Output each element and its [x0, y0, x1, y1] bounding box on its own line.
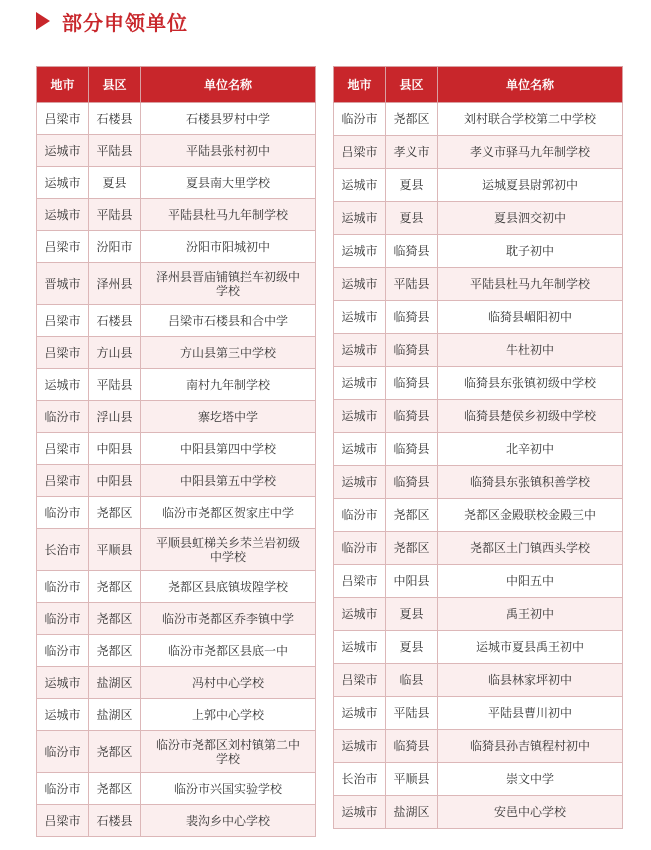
- cell-city: 运城市: [334, 598, 386, 631]
- cell-county: 夏县: [386, 169, 438, 202]
- cell-city: 运城市: [37, 667, 89, 699]
- cell-city: 运城市: [37, 167, 89, 199]
- cell-unit: 夏县南大里学校: [141, 167, 316, 199]
- cell-county: 石楼县: [89, 305, 141, 337]
- cell-county: 盐湖区: [89, 699, 141, 731]
- cell-county: 夏县: [89, 167, 141, 199]
- cell-unit: 崇文中学: [438, 763, 623, 796]
- table-row: [37, 773, 316, 805]
- cell-city: 吕梁市: [37, 805, 89, 837]
- triangle-bullet-icon: [36, 12, 50, 30]
- cell-city: 吕梁市: [37, 305, 89, 337]
- cell-city: 运城市: [334, 730, 386, 763]
- cell-county: 尧都区: [89, 731, 141, 773]
- cell-unit: 尧都区县底镇坺隍学校: [141, 571, 316, 603]
- cell-county: 平顺县: [386, 763, 438, 796]
- cell-city: 吕梁市: [37, 103, 89, 135]
- cell-unit: 石楼县罗村中学: [141, 103, 316, 135]
- cell-city: 临汾市: [37, 731, 89, 773]
- table-row: [334, 532, 623, 565]
- cell-city: 吕梁市: [334, 664, 386, 697]
- table-row: [334, 136, 623, 169]
- cell-county: 尧都区: [89, 497, 141, 529]
- cell-county: 夏县: [386, 631, 438, 664]
- cell-unit: 平陆县张村初中: [141, 135, 316, 167]
- cell-county: 平顺县: [89, 529, 141, 571]
- table-row: [334, 730, 623, 763]
- cell-county: 石楼县: [89, 805, 141, 837]
- cell-unit: 汾阳市阳城初中: [141, 231, 316, 263]
- cell-unit: 孝义市驿马九年制学校: [438, 136, 623, 169]
- cell-city: 运城市: [37, 135, 89, 167]
- table-row: [37, 433, 316, 465]
- cell-unit: 方山县第三中学校: [141, 337, 316, 369]
- cell-county: 尧都区: [386, 532, 438, 565]
- cell-unit: 冯村中心学校: [141, 667, 316, 699]
- table-row: [334, 235, 623, 268]
- cell-unit: 临汾市尧都区贺家庄中学: [141, 497, 316, 529]
- table-row: [334, 631, 623, 664]
- table-row: [37, 635, 316, 667]
- table-row: [334, 796, 623, 829]
- table-row: [37, 305, 316, 337]
- cell-county: 平陆县: [89, 135, 141, 167]
- cell-county: 浮山县: [89, 401, 141, 433]
- cell-county: 尧都区: [89, 773, 141, 805]
- cell-city: 晋城市: [37, 263, 89, 305]
- table-row: [37, 231, 316, 263]
- cell-county: 盐湖区: [386, 796, 438, 829]
- header-unit: 单位名称: [438, 67, 623, 103]
- cell-city: 运城市: [334, 268, 386, 301]
- left-table: [36, 66, 316, 837]
- right-table-body: [334, 103, 623, 829]
- table-row: [334, 499, 623, 532]
- header-row: [37, 67, 316, 103]
- cell-county: 方山县: [89, 337, 141, 369]
- cell-county: 石楼县: [89, 103, 141, 135]
- cell-unit: 吕梁市石楼县和合中学: [141, 305, 316, 337]
- table-row: [37, 667, 316, 699]
- cell-city: 长治市: [334, 763, 386, 796]
- table-row: [37, 103, 316, 135]
- cell-unit: 平陆县杜马九年制学校: [141, 199, 316, 231]
- cell-unit: 平陆县曹川初中: [438, 697, 623, 730]
- cell-county: 临猗县: [386, 367, 438, 400]
- cell-city: 临汾市: [37, 603, 89, 635]
- cell-city: 临汾市: [37, 635, 89, 667]
- cell-city: 长治市: [37, 529, 89, 571]
- cell-city: 临汾市: [37, 773, 89, 805]
- cell-county: 尧都区: [89, 571, 141, 603]
- cell-county: 临猗县: [386, 334, 438, 367]
- cell-unit: 北辛初中: [438, 433, 623, 466]
- cell-county: 尧都区: [89, 635, 141, 667]
- cell-county: 夏县: [386, 598, 438, 631]
- cell-county: 尧都区: [89, 603, 141, 635]
- cell-city: 吕梁市: [334, 565, 386, 598]
- cell-city: 临汾市: [334, 499, 386, 532]
- cell-city: 运城市: [334, 796, 386, 829]
- table-row: [37, 263, 316, 305]
- cell-county: 中阳县: [89, 465, 141, 497]
- cell-county: 临猗县: [386, 301, 438, 334]
- table-row: [37, 603, 316, 635]
- cell-city: 吕梁市: [37, 433, 89, 465]
- cell-unit: 临猗县东张镇初级中学校: [438, 367, 623, 400]
- right-table: [333, 66, 623, 829]
- cell-unit: 禹王初中: [438, 598, 623, 631]
- cell-county: 尧都区: [386, 103, 438, 136]
- cell-unit: 运城市夏县禹王初中: [438, 631, 623, 664]
- cell-unit: 临猗县东张镇积善学校: [438, 466, 623, 499]
- table-row: [37, 401, 316, 433]
- cell-city: 运城市: [334, 400, 386, 433]
- cell-city: 临汾市: [334, 532, 386, 565]
- cell-unit: 牛杜初中: [438, 334, 623, 367]
- cell-unit: 中阳县第五中学校: [141, 465, 316, 497]
- cell-county: 临猗县: [386, 730, 438, 763]
- cell-unit: 临猗县孙吉镇程村初中: [438, 730, 623, 763]
- table-row: [334, 367, 623, 400]
- header-row: [334, 67, 623, 103]
- cell-county: 临猗县: [386, 466, 438, 499]
- header-city: 地市: [37, 67, 89, 103]
- header-city: 地市: [334, 67, 386, 103]
- cell-city: 运城市: [334, 301, 386, 334]
- table-row: [37, 199, 316, 231]
- cell-city: 运城市: [334, 169, 386, 202]
- table-row: [37, 805, 316, 837]
- header-county: 县区: [386, 67, 438, 103]
- cell-unit: 寨圪塔中学: [141, 401, 316, 433]
- cell-county: 临猗县: [386, 235, 438, 268]
- cell-city: 运城市: [334, 466, 386, 499]
- cell-unit: 刘村联合学校第二中学校: [438, 103, 623, 136]
- cell-county: 临猗县: [386, 433, 438, 466]
- cell-unit: 临猗县嵋阳初中: [438, 301, 623, 334]
- table-row: [37, 699, 316, 731]
- table-row: [334, 763, 623, 796]
- cell-city: 临汾市: [334, 103, 386, 136]
- cell-city: 运城市: [334, 631, 386, 664]
- left-table-body: [37, 103, 316, 837]
- cell-unit: 临汾市尧都区县底一中: [141, 635, 316, 667]
- table-row: [37, 529, 316, 571]
- page-title: 部分申领单位: [62, 10, 188, 35]
- cell-unit: 夏县泗交初中: [438, 202, 623, 235]
- cell-unit: 中阳县第四中学校: [141, 433, 316, 465]
- cell-unit: 南村九年制学校: [141, 369, 316, 401]
- cell-city: 运城市: [334, 433, 386, 466]
- cell-unit: 运城夏县尉郭初中: [438, 169, 623, 202]
- cell-unit: 安邑中心学校: [438, 796, 623, 829]
- cell-city: 运城市: [37, 199, 89, 231]
- cell-city: 运城市: [334, 697, 386, 730]
- section-header: [36, 4, 188, 38]
- cell-city: 运城市: [37, 699, 89, 731]
- cell-county: 夏县: [386, 202, 438, 235]
- table-row: [334, 268, 623, 301]
- cell-county: 孝义市: [386, 136, 438, 169]
- cell-county: 平陆县: [386, 268, 438, 301]
- cell-city: 临汾市: [37, 571, 89, 603]
- cell-city: 吕梁市: [334, 136, 386, 169]
- cell-county: 汾阳市: [89, 231, 141, 263]
- table-row: [37, 167, 316, 199]
- cell-county: 平陆县: [386, 697, 438, 730]
- cell-unit: 临汾市尧都区乔李镇中学: [141, 603, 316, 635]
- table-row: [37, 465, 316, 497]
- cell-county: 盐湖区: [89, 667, 141, 699]
- cell-city: 运城市: [334, 202, 386, 235]
- cell-unit: 泽州县晋庙铺镇拦车初级中学校: [141, 263, 316, 305]
- table-row: [37, 497, 316, 529]
- cell-county: 临猗县: [386, 400, 438, 433]
- cell-unit: 临县林家坪初中: [438, 664, 623, 697]
- cell-unit: 临汾市尧都区刘村镇第二中学校: [141, 731, 316, 773]
- table-row: [334, 103, 623, 136]
- table-row: [334, 697, 623, 730]
- cell-unit: 中阳五中: [438, 565, 623, 598]
- table-row: [37, 571, 316, 603]
- table-row: [37, 135, 316, 167]
- cell-city: 吕梁市: [37, 465, 89, 497]
- cell-unit: 耽子初中: [438, 235, 623, 268]
- cell-unit: 裴沟乡中心学校: [141, 805, 316, 837]
- header-county: 县区: [89, 67, 141, 103]
- table-row: [334, 202, 623, 235]
- cell-unit: 尧都区金殿联校金殿三中: [438, 499, 623, 532]
- table-row: [334, 433, 623, 466]
- table-row: [334, 400, 623, 433]
- cell-county: 泽州县: [89, 263, 141, 305]
- cell-county: 中阳县: [89, 433, 141, 465]
- cell-county: 平陆县: [89, 369, 141, 401]
- cell-county: 临县: [386, 664, 438, 697]
- table-row: [334, 598, 623, 631]
- cell-city: 运城市: [334, 367, 386, 400]
- table-row: [334, 334, 623, 367]
- table-row: [37, 337, 316, 369]
- cell-unit: 平陆县杜马九年制学校: [438, 268, 623, 301]
- table-row: [37, 369, 316, 401]
- cell-city: 吕梁市: [37, 337, 89, 369]
- cell-unit: 临汾市兴国实验学校: [141, 773, 316, 805]
- cell-county: 尧都区: [386, 499, 438, 532]
- table-row: [334, 565, 623, 598]
- table-row: [334, 664, 623, 697]
- table-row: [37, 731, 316, 773]
- cell-city: 运城市: [334, 334, 386, 367]
- cell-unit: 平顺县虹梯关乡芣兰岩初级中学校: [141, 529, 316, 571]
- header-unit: 单位名称: [141, 67, 316, 103]
- cell-unit: 临猗县楚侯乡初级中学校: [438, 400, 623, 433]
- cell-city: 运城市: [37, 369, 89, 401]
- cell-city: 临汾市: [37, 497, 89, 529]
- cell-city: 吕梁市: [37, 231, 89, 263]
- cell-unit: 尧都区土门镇西头学校: [438, 532, 623, 565]
- table-row: [334, 301, 623, 334]
- cell-unit: 上郭中心学校: [141, 699, 316, 731]
- cell-county: 中阳县: [386, 565, 438, 598]
- table-row: [334, 466, 623, 499]
- cell-city: 运城市: [334, 235, 386, 268]
- cell-county: 平陆县: [89, 199, 141, 231]
- cell-city: 临汾市: [37, 401, 89, 433]
- table-row: [334, 169, 623, 202]
